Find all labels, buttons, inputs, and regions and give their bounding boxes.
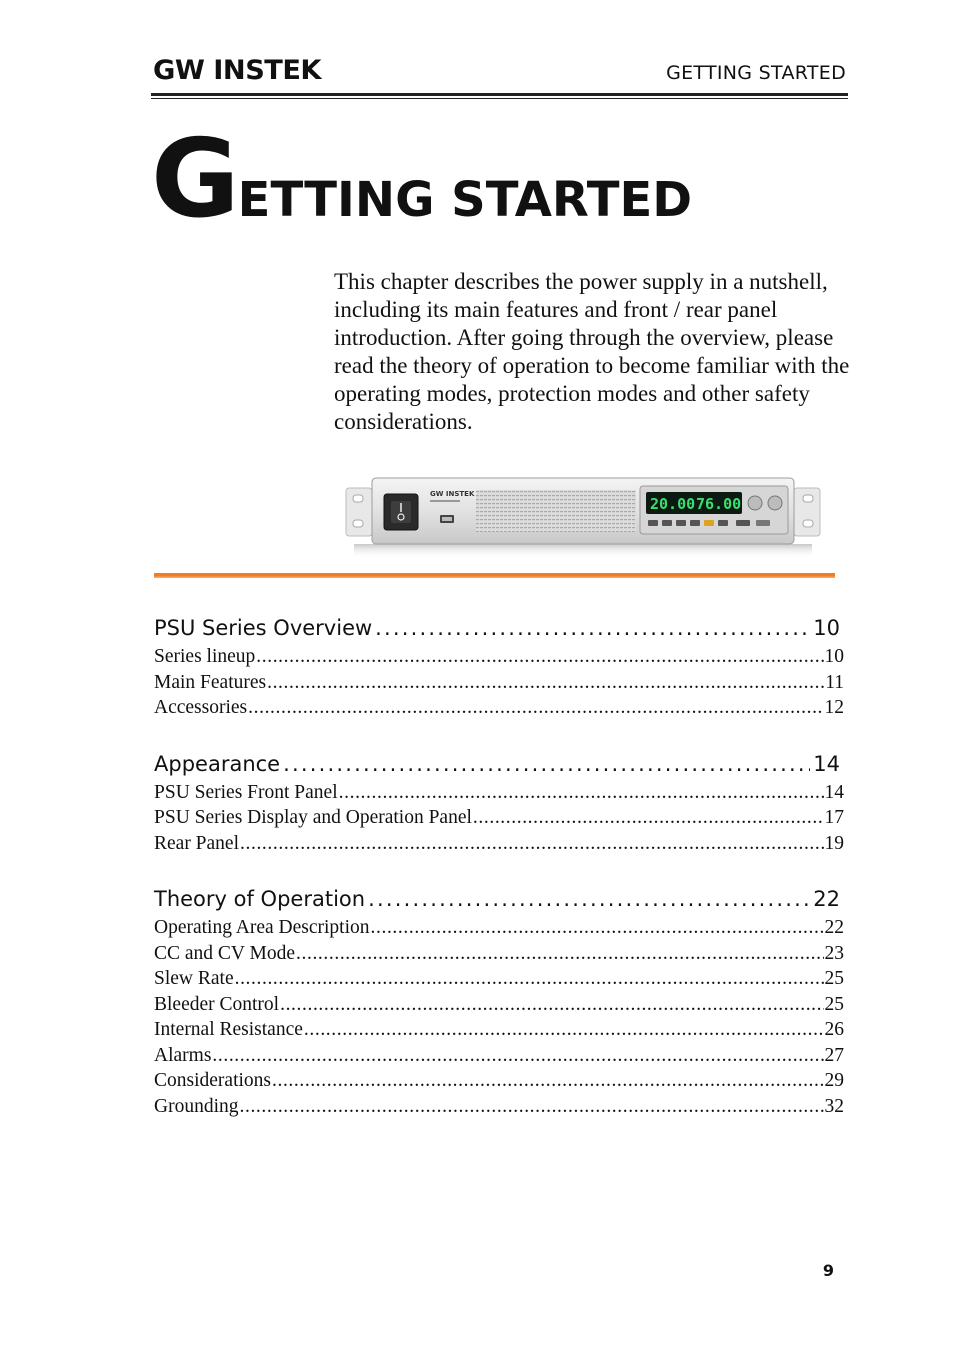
toc-entry[interactable] [154, 831, 844, 857]
toc-entry-page: 10 [824, 646, 844, 667]
toc-entry-page: 14 [824, 781, 844, 803]
toc-leader-dots [339, 780, 824, 806]
chapter-title-rest: ETTING STARTED [237, 172, 693, 228]
toc-entry-label: Rear Panel [154, 832, 240, 854]
power-supply-image [344, 470, 822, 560]
toc-leader-dots [256, 644, 823, 670]
toc-entry-page: 22 [824, 917, 844, 938]
toc-leader-dots [240, 831, 823, 857]
logo-text: GW INSTEK [153, 55, 323, 84]
toc-section [154, 748, 844, 857]
product-brand: GW INSTEK [430, 490, 475, 498]
toc-entry-label: Bleeder Control [154, 993, 280, 1015]
chapter-contents [154, 612, 844, 1146]
toc-entry[interactable] [154, 695, 844, 721]
toc-entry[interactable] [154, 780, 844, 806]
toc-entry[interactable] [154, 1043, 844, 1069]
toc-entry-page: 17 [824, 807, 844, 828]
toc-entry-label: Slew Rate [154, 968, 234, 989]
toc-entry[interactable] [154, 644, 844, 670]
product-display-current: 76.00 [696, 495, 742, 513]
toc-leader-dots [283, 748, 810, 780]
toc-entry[interactable] [154, 992, 844, 1018]
chapter-title [151, 117, 693, 242]
toc-section-page: 10 [813, 616, 840, 640]
toc-section [154, 612, 844, 721]
toc-entry-page: 25 [824, 993, 844, 1015]
toc-section-title: Appearance [154, 751, 281, 776]
toc-entry-label: Alarms [154, 1044, 212, 1066]
toc-entry-label: Series lineup [154, 646, 256, 667]
toc-section [154, 883, 844, 1119]
toc-section-title: Theory of Operation [154, 887, 366, 911]
toc-section-heading[interactable] [154, 883, 840, 915]
toc-entry-page: 19 [824, 832, 844, 854]
chapter-intro: This chapter describes the power supply in a nutshell, including its main features and front / rear panel introduction. After going through the overview, please read the theory of operation to become familiar with the operating modes, protection modes and other safety considerations. [334, 269, 850, 434]
toc-entry[interactable] [154, 670, 844, 696]
toc-entry[interactable] [154, 1094, 844, 1120]
toc-entry-label: Internal Resistance [154, 1019, 303, 1040]
toc-leader-dots [371, 915, 824, 941]
toc-entry-page: 26 [824, 1019, 844, 1040]
toc-entry-page: 27 [824, 1044, 844, 1066]
toc-entry-label: Considerations [154, 1070, 271, 1091]
orange-divider [154, 573, 835, 578]
toc-entry[interactable] [154, 915, 844, 941]
toc-entry[interactable] [154, 1017, 844, 1043]
toc-section-page: 22 [813, 887, 840, 911]
header-rule-thin [151, 98, 848, 99]
chapter-title-initial: G [151, 117, 238, 242]
page-number: 9 [822, 1261, 834, 1280]
toc-entry-page: 11 [825, 671, 844, 693]
toc-entry-page: 12 [824, 697, 844, 718]
toc-section-heading[interactable] [154, 612, 840, 644]
toc-leader-dots [368, 883, 810, 915]
toc-leader-dots [240, 1094, 824, 1120]
toc-leader-dots [280, 992, 823, 1018]
toc-entry-label: PSU Series Front Panel [154, 781, 338, 803]
toc-leader-dots [248, 695, 823, 721]
toc-leader-dots [212, 1043, 823, 1069]
toc-section-heading[interactable] [154, 748, 840, 780]
toc-section-page: 14 [813, 751, 840, 776]
toc-entry[interactable] [154, 941, 844, 967]
gw-instek-logo [153, 54, 323, 84]
toc-entry-label: PSU Series Display and Operation Panel [154, 807, 472, 828]
toc-entry-page: 25 [824, 968, 844, 989]
toc-leader-dots [375, 612, 810, 644]
toc-entry-page: 23 [824, 942, 844, 964]
toc-entry-label: Operating Area Description [154, 917, 370, 938]
toc-entry-label: CC and CV Mode [154, 942, 296, 964]
toc-leader-dots [272, 1068, 824, 1094]
toc-leader-dots [304, 1017, 824, 1043]
toc-leader-dots [267, 670, 824, 696]
toc-entry-label: Accessories [154, 697, 248, 718]
toc-section-title: PSU Series Overview [154, 616, 373, 640]
toc-entry-label: Main Features [154, 671, 267, 693]
toc-entry-label: Grounding [154, 1095, 239, 1117]
toc-entry-page: 29 [824, 1070, 844, 1091]
toc-leader-dots [235, 966, 824, 992]
toc-entry[interactable] [154, 1068, 844, 1094]
header-rule [151, 93, 848, 96]
product-display-voltage: 20.00 [650, 495, 696, 513]
toc-entry[interactable] [154, 966, 844, 992]
header-section-title: GETTING STARTED [666, 62, 846, 84]
toc-leader-dots [473, 805, 824, 831]
toc-entry-page: 32 [824, 1095, 844, 1117]
toc-leader-dots [296, 941, 823, 967]
toc-entry[interactable] [154, 805, 844, 831]
